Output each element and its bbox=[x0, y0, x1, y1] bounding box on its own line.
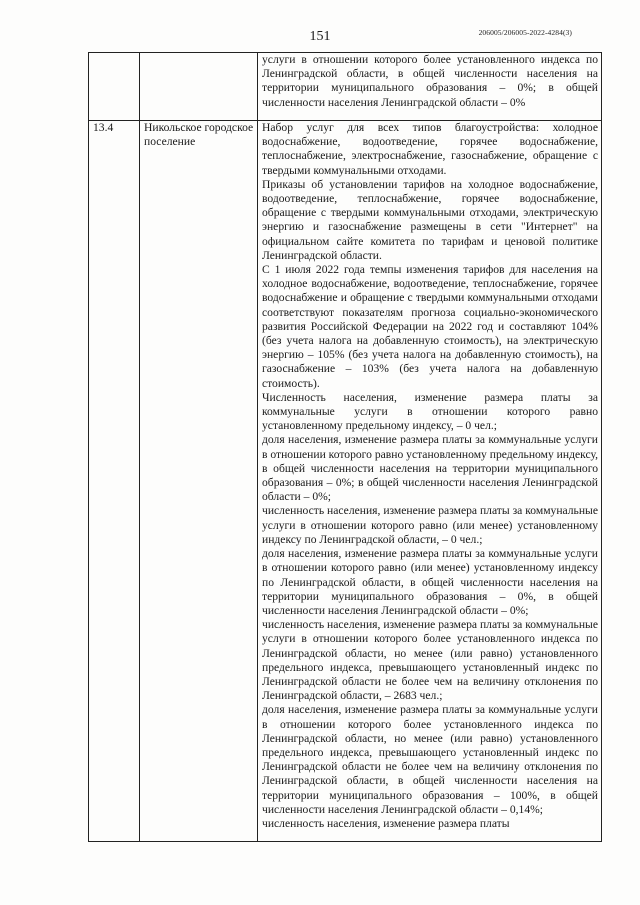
paragraph-orders: Приказы об установлении тарифов на холодное водоснабжение, водоотведение, теплоснабжение, горячее водоснабжение, обращение с твердыми коммунальными отходами, электрическую энергию и газоснабжение размещены в сети "Интернет" на официальном сайте комитета по тарифам и ценовой политике Ленинградской области. bbox=[262, 177, 598, 262]
paragraph-share-below-index: доля населения, изменение размера платы за коммунальные услуги в отношении которого равно (или менее) установленному индексу по Ленинградской области, в общей численности населения на территории муниципального образования – 0%, в общей численности населения Ленинградской области – 0%; bbox=[262, 547, 598, 617]
paragraph-population-below-index: численность населения, изменение размера платы за коммунальные услуги в отношении которого равно (или менее) установленному индексу по Ленинградской области, – 0 чел.; bbox=[262, 504, 598, 546]
paragraph-population-equal-limit: Численность населения, изменение размера платы за коммунальные услуги в отношении которого равно установленному предельному индексу, – 0 чел.; bbox=[262, 390, 598, 433]
page-number: 151 bbox=[309, 29, 331, 44]
paragraph-share-above-index: доля населения, изменение размера платы за коммунальные услуги в отношении которого более установленного индекса по Ленинградской области, но менее (или равно) установленного предельного индекса, превышающего установленный индекс по Ленинградской области не более чем на величину отклонения по Ленинградской области, в общей численности населения на территории муниципального образования – 100%, в общей численности населения Ленинградской области – 0,14%; bbox=[262, 703, 598, 816]
paragraph-population-above-index: численность населения, изменение размера платы за коммунальные услуги в отношении которого более установленного индекса по Ленинградской области, но менее (или равно) установленного предельного индекса, превышающего установленный индекс по Ленинградской области не более чем на величину отклонения по Ленинградской области, – 2683 чел.; bbox=[262, 618, 598, 703]
settlement-name: Никольское городское поселение bbox=[140, 121, 258, 842]
continued-paragraph: услуги в отношении которого более установленного индекса по Ленинградской области, в общей численности населения на территории муниципального образования – 0%; в общей численности населения Ленинградской области – 0% bbox=[262, 53, 598, 109]
settlement-name-cell-empty bbox=[140, 53, 258, 121]
paragraph-services: Набор услуг для всех типов благоустройства: холодное водоснабжение, водоотведение, горячее водоснабжение, теплоснабжение, электроснабжение, газоснабжение, обращение с твердыми коммунальными отходами. bbox=[262, 121, 598, 177]
row-number-cell-empty bbox=[89, 53, 140, 121]
paragraph-tariff-rates: С 1 июля 2022 года темпы изменения тарифов для населения на холодное водоснабжение, водоотведение, теплоснабжение, горячее водоснабжение и обращение с твердыми коммунальными отходами соответствуют показателям прогноза социально-экономического развития Российской Федерации на 2022 год и составляют 104% (без учета налога на добавленную стоимость), на электрическую энергию – 105% (без учета налога на добавленную стоимость), на газоснабжение – 103% (без учета налога на добавленную стоимость). bbox=[262, 263, 598, 390]
tariff-table bbox=[88, 52, 602, 842]
details-cell bbox=[258, 53, 602, 121]
paragraph-population-continued: численность населения, изменение размера платы bbox=[262, 816, 510, 830]
document-code: 206005/206005-2022-4284(3) bbox=[478, 28, 572, 37]
row-number: 13.4 bbox=[89, 121, 140, 842]
details-cell bbox=[258, 121, 602, 842]
paragraph-share-equal-limit: доля населения, изменение размера платы за коммунальные услуги в отношении которого равно установленному предельному индексу, в общей численности населения на территории муниципального образования – 0%; в общей численности населения Ленинградской области – 0%; bbox=[262, 433, 598, 504]
table-row-continued bbox=[89, 53, 602, 121]
table-row-13-4 bbox=[89, 121, 602, 842]
